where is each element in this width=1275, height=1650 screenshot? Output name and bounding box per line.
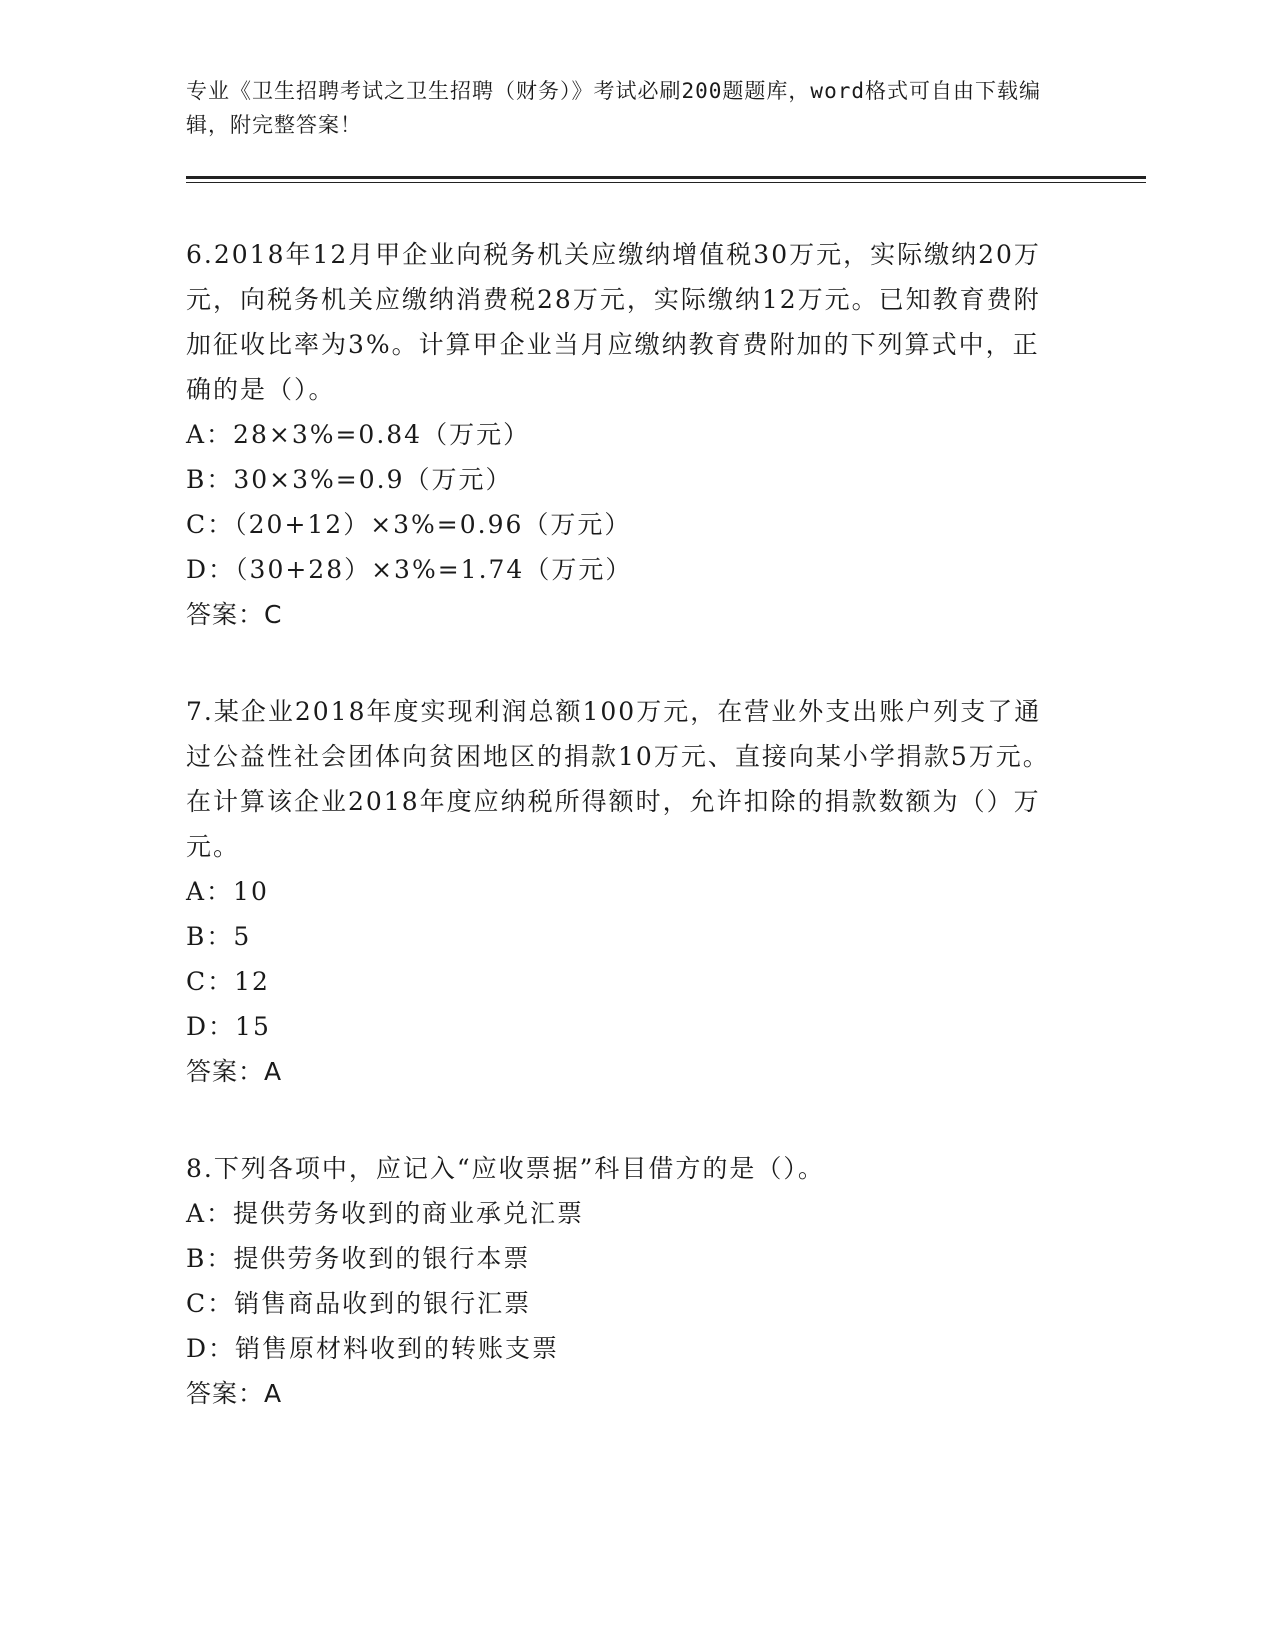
question-8 [186,1146,1066,1416]
question-stem: 8.下列各项中，应记入“应收票据”科目借方的是（）。 [186,1154,825,1183]
option-c: C：12 [186,967,270,996]
question-7 [186,689,1066,1094]
option-c: C：销售商品收到的银行汇票 [186,1289,532,1318]
header-divider-thin [186,182,1146,183]
question-6 [186,232,1066,637]
page-header: 专业《卫生招聘考试之卫生招聘（财务）》考试必刷200题题库，word格式可自由下载编辑，附完整答案！ [186,79,1041,137]
option-b: B：提供劳务收到的银行本票 [186,1244,531,1273]
option-d: D：15 [186,1012,271,1041]
question-stem: 7.某企业2018年度实现利润总额100万元，在营业外支出账户列支了通过公益性社会团体向贫困地区的捐款10万元、直接向某小学捐款5万元。在计算该企业2018年度应纳税所得额时，允许扣除的捐款数额为（）万元。 [186,697,1050,861]
answer-line: 答案：A [186,1057,283,1086]
option-d: D：销售原材料收到的转账支票 [186,1334,560,1363]
header-divider-thick [186,176,1146,179]
option-b: B：30×3%=0.9（万元） [186,465,513,494]
option-a: A：10 [186,877,269,906]
question-list [186,232,1066,1468]
answer-line: 答案：A [186,1379,283,1408]
option-b: B：5 [186,922,252,951]
option-d: D：（30+28）×3%=1.74（万元） [186,555,633,584]
answer-line: 答案：C [186,600,283,629]
question-stem: 6.2018年12月甲企业向税务机关应缴纳增值税30万元，实际缴纳20万元，向税务机关应缴纳消费税28万元，实际缴纳12万元。已知教育费附加征收比率为3%。计算甲企业当月应缴纳教育费附加的下列算式中，正确的是（）。 [186,240,1041,404]
option-c: C：（20+12）×3%=0.96（万元） [186,510,632,539]
option-a: A：28×3%=0.84（万元） [186,420,531,449]
option-a: A：提供劳务收到的商业承兑汇票 [186,1199,585,1228]
